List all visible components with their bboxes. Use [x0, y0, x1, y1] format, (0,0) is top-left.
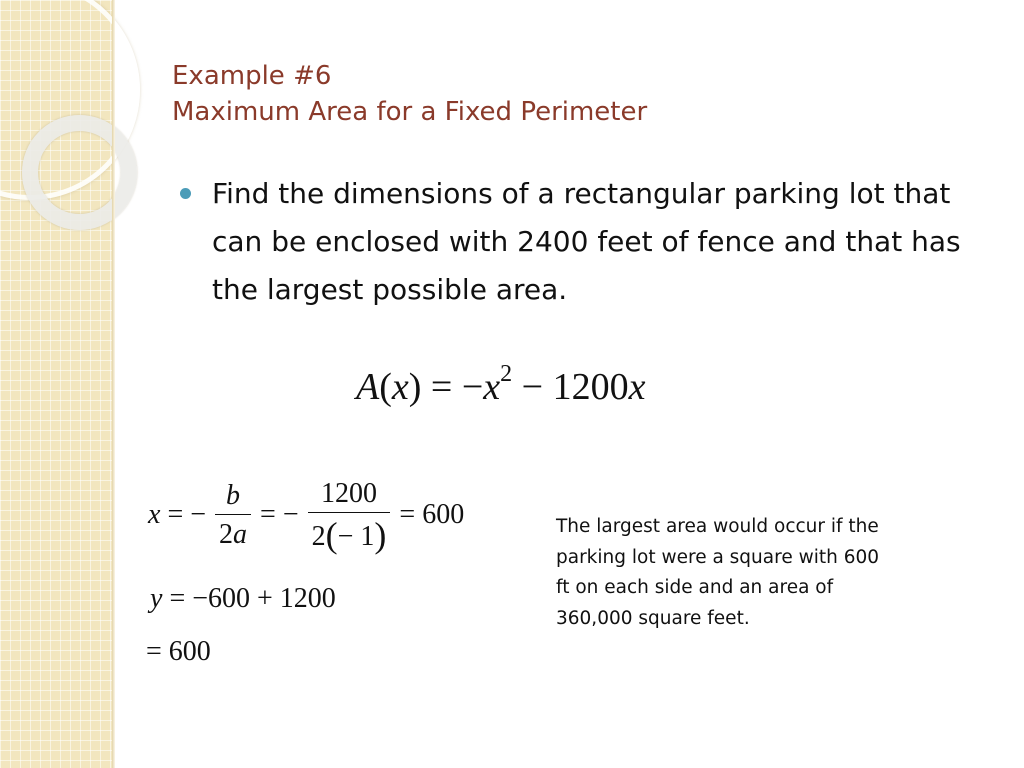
fraction-1200-over-2neg1: $\frac{1200}{2(- 1)}$	[308, 478, 391, 555]
frac2-numerator: 1200	[321, 478, 378, 509]
frac2-den-inner: − 1	[337, 521, 375, 552]
y-result: = 600	[146, 636, 211, 667]
frac1-numerator: b	[226, 480, 241, 511]
x-result: = 600	[399, 498, 465, 530]
title-line-2: Maximum Area for a Fixed Perimeter	[172, 97, 648, 127]
decorative-side-band	[0, 0, 112, 768]
area-rhs-var: x	[483, 366, 501, 408]
area-rhs-rest: − 1200	[521, 366, 629, 408]
conclusion-note: The largest area would occur if the parking lot were a square with 600 ft on each side and an area of 360,000 square feet.	[556, 516, 880, 629]
area-func-var: x	[391, 366, 409, 408]
area-rhs-sign: = −	[430, 366, 484, 408]
y-var: y	[150, 583, 163, 614]
x-var: x	[148, 498, 161, 530]
problem-statement: Find the dimensions of a rectangular parking lot that can be enclosed with 2400 feet of fence and that has the largest possible area.	[212, 177, 961, 306]
area-func-symbol: A	[356, 366, 380, 408]
fraction-b-over-2a	[215, 480, 251, 553]
x-eq-sign-1: = −	[167, 498, 207, 530]
x-eq-sign-2: = −	[260, 498, 299, 530]
frac1-den-var: a	[233, 519, 248, 550]
bullet-dot-icon	[180, 188, 191, 199]
y-expression: = −600 + 1200	[169, 583, 336, 614]
side-band-edge	[112, 0, 115, 768]
area-exponent: 2	[500, 361, 513, 388]
slide-title	[172, 58, 647, 130]
bullet-item	[180, 170, 980, 314]
title-line-1: Example #6	[172, 61, 332, 91]
vertex-x-equation	[148, 478, 464, 555]
y-equation	[150, 583, 336, 615]
frac2-den-coef: 2	[311, 521, 326, 552]
area-function-equation: $A(x) = -x^2 - 1200x$	[356, 361, 646, 408]
frac1-den-coef: 2	[219, 519, 234, 550]
area-rhs-var2: x	[628, 366, 646, 408]
decorative-ring-small	[22, 115, 137, 230]
